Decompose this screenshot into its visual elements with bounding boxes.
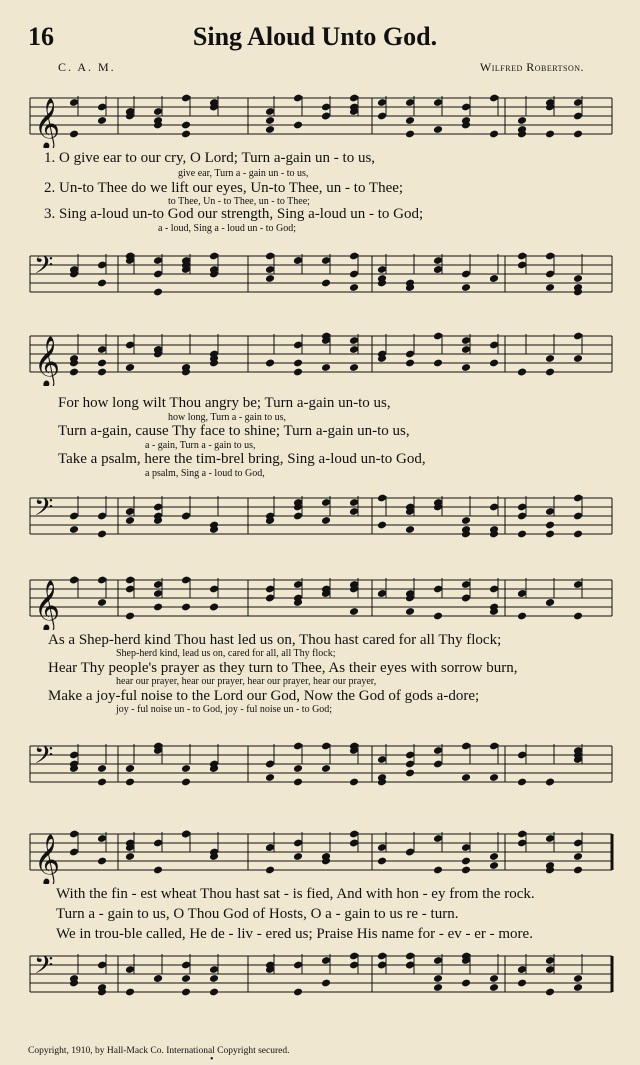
hymn-title: Sing Aloud Unto God. — [192, 22, 438, 51]
notehead — [545, 354, 555, 363]
notehead — [461, 979, 471, 988]
echo-line: give ear, Turn a - gain un - to us, — [178, 168, 309, 179]
notehead — [265, 359, 275, 368]
bass-clef-icon: 𝄢 — [34, 493, 54, 528]
notehead — [265, 125, 275, 134]
treble-clef-icon: 𝄞 — [34, 580, 61, 630]
notehead — [97, 368, 107, 377]
notehead — [461, 516, 471, 525]
notehead — [349, 363, 359, 372]
treble-staff-1 — [0, 92, 640, 148]
notehead — [405, 130, 415, 139]
notehead — [461, 363, 471, 372]
lyric-line: 1. O give ear to our cry, O Lord; Turn a-gain un - to us, — [44, 150, 376, 166]
notehead — [489, 852, 499, 861]
notehead — [489, 773, 499, 782]
treble-clef-icon: 𝄞 — [34, 336, 61, 386]
bass-staff-4 — [0, 950, 640, 1006]
notehead — [573, 130, 583, 139]
notehead — [349, 607, 359, 616]
printer-mark: • — [210, 1054, 214, 1065]
notehead — [405, 116, 415, 125]
notehead — [489, 274, 499, 283]
notehead — [181, 988, 191, 997]
notehead — [433, 125, 443, 134]
notehead — [209, 974, 219, 983]
lyric-line: For how long wilt Thou angry be; Turn a-gain un-to us, — [58, 395, 391, 411]
notehead — [461, 773, 471, 782]
notehead — [545, 130, 555, 139]
notehead — [489, 130, 499, 139]
notehead — [265, 116, 275, 125]
notehead — [405, 607, 415, 616]
composer-credit: Wilfred Robertson. — [479, 60, 584, 74]
lyric-line: Turn a - gain to us, O Thou God of Hosts, O a - gain to us re - turn. — [56, 906, 459, 922]
lyric-line: Take a psalm, here the tim-brel bring, Sing a-loud un-to God, — [58, 451, 426, 467]
notehead — [97, 359, 107, 368]
page-number: 16 — [28, 22, 54, 51]
notehead — [321, 979, 331, 988]
notehead — [405, 359, 415, 368]
notehead — [125, 516, 135, 525]
notehead — [153, 288, 163, 297]
notehead — [573, 612, 583, 621]
notehead — [97, 857, 107, 866]
notehead — [293, 764, 303, 773]
notehead — [125, 852, 135, 861]
notehead — [573, 354, 583, 363]
echo-line: joy - ful noise un - to God, joy - ful noise un - to God; — [116, 704, 333, 715]
echo-line: a - gain, Turn a - gain to us, — [145, 440, 256, 451]
notehead — [321, 279, 331, 288]
bass-clef-icon: 𝄢 — [34, 951, 54, 986]
notehead — [517, 530, 527, 539]
lyric-line: 2. Un-to Thee do we lift our eyes, Un-to Thee, un - to Thee; — [44, 180, 404, 196]
notehead — [97, 598, 107, 607]
treble-clef-icon: 𝄞 — [34, 98, 61, 148]
bass-staff-2 — [0, 492, 640, 548]
notehead — [293, 359, 303, 368]
lyric-line: Turn a-gain, cause Thy face to shine; Turn a-gain un-to us, — [58, 423, 410, 439]
notehead — [517, 368, 527, 377]
notehead — [489, 974, 499, 983]
copyright-notice: Copyright, 1910, by Hall-Mack Co. International Copyright secured. — [28, 1046, 290, 1056]
echo-line: a - loud, Sing a - loud un - to God; — [158, 223, 297, 234]
notehead — [433, 983, 443, 992]
echo-line: a psalm, Sing a - loud to God, — [145, 468, 265, 479]
notehead — [517, 778, 527, 787]
notehead — [181, 121, 191, 130]
notehead — [153, 974, 163, 983]
lyric-line: With the fin - est wheat Thou hast sat - is fied, And with hon - ey from the rock. — [56, 886, 535, 902]
notehead — [209, 988, 219, 997]
notehead — [517, 612, 527, 621]
notehead — [433, 612, 443, 621]
bass-staff-1 — [0, 250, 640, 306]
notehead — [573, 974, 583, 983]
treble-staff-2 — [0, 330, 640, 386]
bass-staff-3 — [0, 740, 640, 796]
notehead — [573, 866, 583, 875]
notehead — [517, 116, 527, 125]
notehead — [545, 988, 555, 997]
notehead — [573, 983, 583, 992]
notehead — [433, 866, 443, 875]
notehead — [377, 521, 387, 530]
notehead — [181, 130, 191, 139]
notehead — [125, 778, 135, 787]
notehead — [545, 530, 555, 539]
lyric-line: As a Shep-herd kind Thou hast led us on, Thou hast cared for all Thy flock; — [48, 632, 502, 648]
notehead — [265, 773, 275, 782]
notehead — [265, 274, 275, 283]
notehead — [433, 359, 443, 368]
notehead — [545, 283, 555, 292]
notehead — [293, 988, 303, 997]
notehead — [97, 116, 107, 125]
notehead — [125, 363, 135, 372]
notehead — [545, 778, 555, 787]
lyric-line: 3. Sing a-loud un-to God our strength, Sing a-loud un - to God; — [44, 206, 424, 222]
notehead — [265, 866, 275, 875]
notehead — [433, 974, 443, 983]
notehead — [573, 852, 583, 861]
notehead — [209, 603, 219, 612]
notehead — [573, 530, 583, 539]
notehead — [181, 778, 191, 787]
notehead — [181, 764, 191, 773]
echo-line: to Thee, Un - to Thee, un - to Thee; — [168, 196, 310, 207]
notehead — [125, 988, 135, 997]
notehead — [405, 525, 415, 534]
notehead — [573, 274, 583, 283]
treble-clef-icon: 𝄞 — [34, 834, 61, 884]
echo-line: how long, Turn a - gain to us, — [168, 412, 287, 423]
notehead — [349, 778, 359, 787]
notehead — [321, 764, 331, 773]
bass-clef-icon: 𝄢 — [34, 741, 54, 776]
treble-staff-4 — [0, 828, 640, 884]
notehead — [461, 866, 471, 875]
notehead — [517, 979, 527, 988]
notehead — [377, 857, 387, 866]
lyric-line: Hear Thy people's prayer as they turn to Thee, As their eyes with sorrow burn, — [48, 660, 518, 676]
notehead — [97, 764, 107, 773]
notehead — [489, 359, 499, 368]
meter-label: C. A. M. — [58, 60, 116, 74]
notehead — [321, 363, 331, 372]
notehead — [545, 368, 555, 377]
notehead — [545, 521, 555, 530]
notehead — [293, 778, 303, 787]
notehead — [69, 368, 79, 377]
notehead — [545, 598, 555, 607]
notehead — [125, 764, 135, 773]
notehead — [97, 530, 107, 539]
notehead — [69, 525, 79, 534]
echo-line: hear our prayer, hear our prayer, hear our prayer, hear our prayer, — [116, 676, 377, 687]
echo-line: Shep-herd kind, lead us on, cared for all, all Thy flock; — [116, 648, 336, 659]
notehead — [405, 769, 415, 778]
notehead — [97, 778, 107, 787]
notehead — [293, 121, 303, 130]
bass-clef-icon: 𝄢 — [34, 251, 54, 286]
notehead — [181, 603, 191, 612]
lyric-line: We in trou-ble called, He de - liv - ered us; Praise His name for - ev - er - more. — [56, 926, 533, 942]
notehead — [293, 852, 303, 861]
lyric-line: Make a joy-ful noise to the Lord our God, Now the God of gods a-dore; — [48, 688, 480, 704]
notehead — [181, 974, 191, 983]
notehead — [69, 130, 79, 139]
notehead — [293, 368, 303, 377]
notehead — [321, 516, 331, 525]
notehead — [489, 983, 499, 992]
notehead — [349, 283, 359, 292]
treble-staff-3 — [0, 574, 640, 630]
notehead — [97, 279, 107, 288]
notehead — [461, 857, 471, 866]
notehead — [489, 861, 499, 870]
notehead — [125, 612, 135, 621]
notehead — [461, 283, 471, 292]
notehead — [153, 603, 163, 612]
notehead — [153, 866, 163, 875]
